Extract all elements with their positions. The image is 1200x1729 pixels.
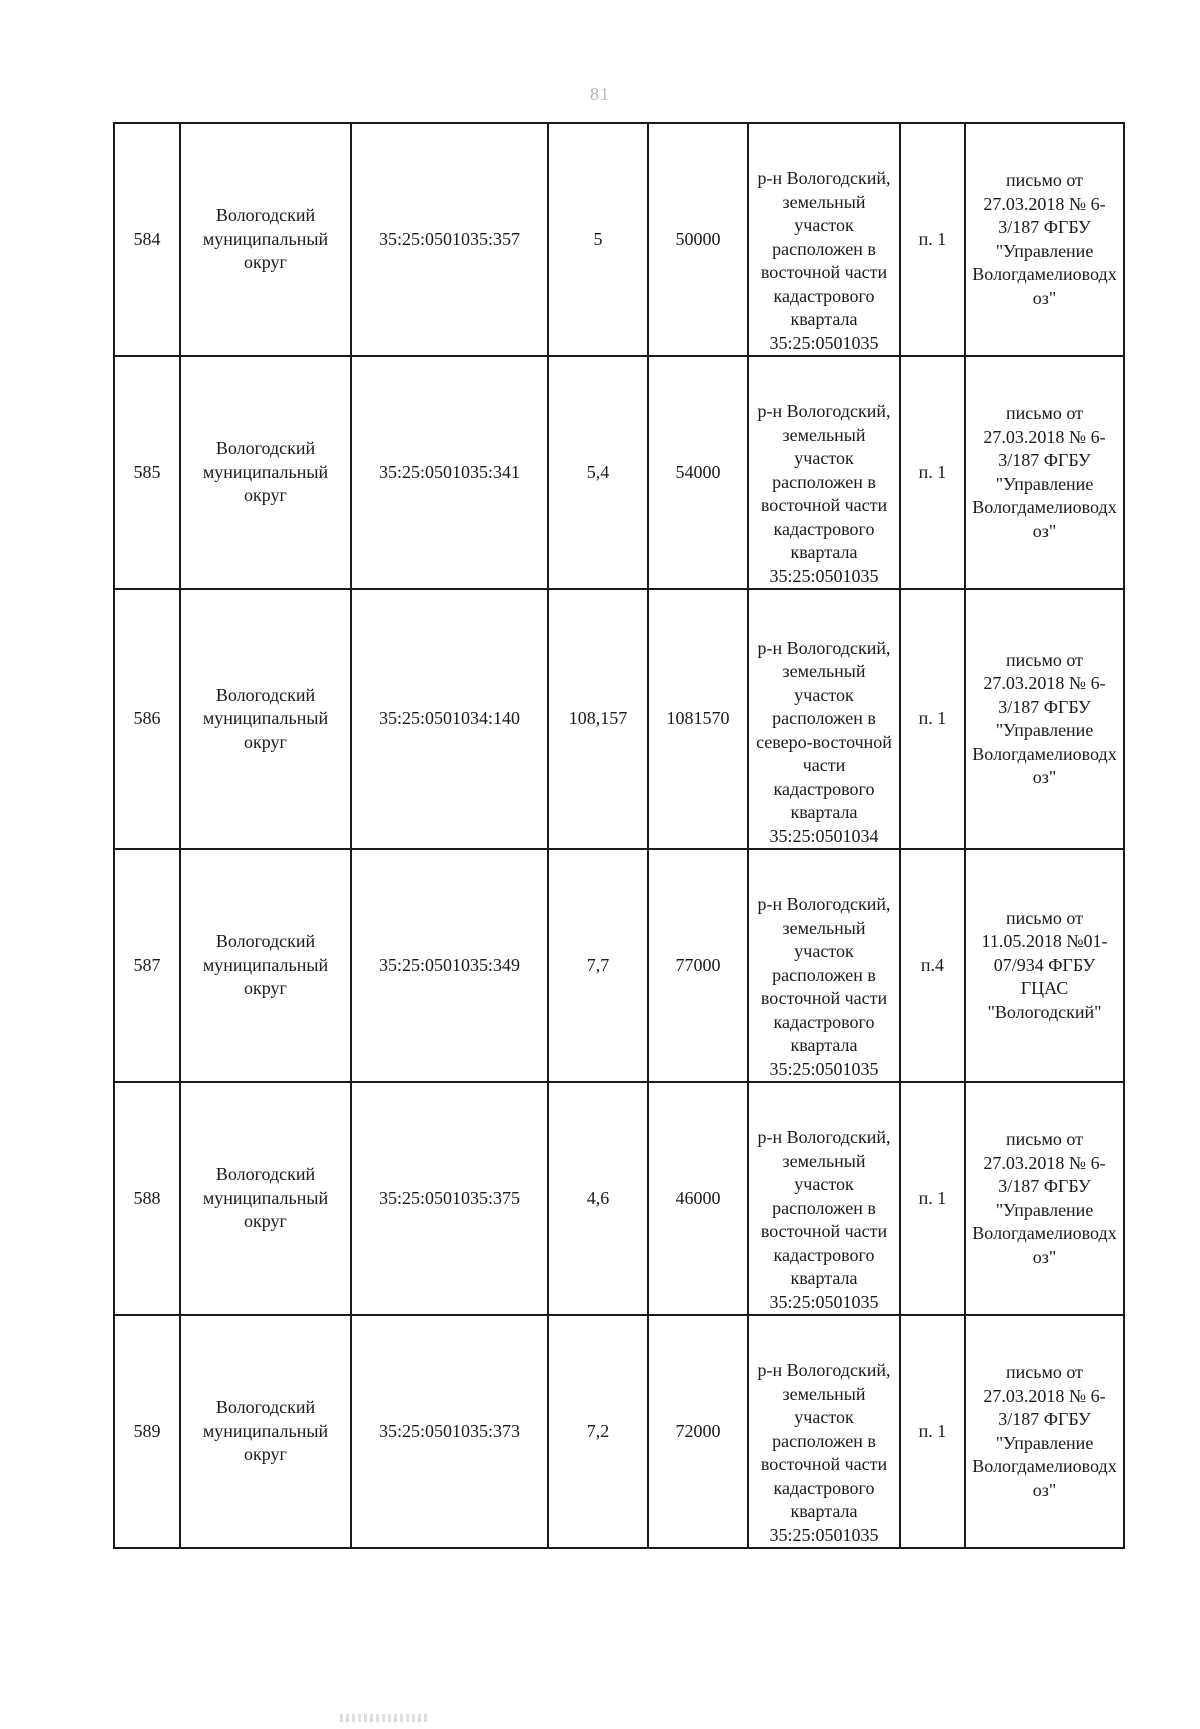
- basis-cell: письмо от 27.03.2018 № 6-3/187 ФГБУ "Управление Вологдамелиоводхоз": [965, 1082, 1124, 1315]
- cadastral-number-cell: 35:25:0501035:341: [351, 356, 548, 589]
- clause-cell: п. 1: [900, 1315, 965, 1548]
- cadastral-number-cell: 35:25:0501035:357: [351, 123, 548, 356]
- clause-cell: п. 1: [900, 356, 965, 589]
- cadastral-number-cell: 35:25:0501035:349: [351, 849, 548, 1082]
- area-m2-cell: 54000: [648, 356, 748, 589]
- location-cell: р-н Вологодский, земельный участок расположен в восточной части кадастрового квартала 35:25:0501035: [748, 1315, 900, 1548]
- clause-cell: п. 1: [900, 1082, 965, 1315]
- area-m2-cell: 46000: [648, 1082, 748, 1315]
- row-number: 587: [114, 849, 180, 1082]
- table-row: [114, 356, 1124, 589]
- basis-cell: письмо от 27.03.2018 № 6-3/187 ФГБУ "Управление Вологдамелиоводхоз": [965, 356, 1124, 589]
- location-cell: р-н Вологодский, земельный участок расположен в восточной части кадастрового квартала 35:25:0501035: [748, 849, 900, 1082]
- land-plots-table: [113, 122, 1125, 1549]
- area-ha-cell: 5,4: [548, 356, 648, 589]
- area-ha-cell: 108,157: [548, 589, 648, 849]
- area-ha-cell: 5: [548, 123, 648, 356]
- cadastral-number-cell: 35:25:0501034:140: [351, 589, 548, 849]
- basis-cell: письмо от 27.03.2018 № 6-3/187 ФГБУ "Управление Вологдамелиоводхоз": [965, 1315, 1124, 1548]
- area-ha-cell: 7,7: [548, 849, 648, 1082]
- location-cell: р-н Вологодский, земельный участок расположен в восточной части кадастрового квартала 35:25:0501035: [748, 123, 900, 356]
- location-cell: р-н Вологодский, земельный участок расположен в северо-восточной части кадастрового квартала 35:25:0501034: [748, 589, 900, 849]
- table-row: [114, 849, 1124, 1082]
- clause-cell: п.4: [900, 849, 965, 1082]
- district-cell: Вологодский муниципальный округ: [180, 1082, 351, 1315]
- area-m2-cell: 77000: [648, 849, 748, 1082]
- cadastral-number-cell: 35:25:0501035:375: [351, 1082, 548, 1315]
- clause-cell: п. 1: [900, 589, 965, 849]
- page-number: 81: [590, 84, 610, 104]
- location-cell: р-н Вологодский, земельный участок расположен в восточной части кадастрового квартала 35:25:0501035: [748, 1082, 900, 1315]
- table-row: [114, 1315, 1124, 1548]
- table-row: [114, 123, 1124, 356]
- area-ha-cell: 4,6: [548, 1082, 648, 1315]
- row-number: 585: [114, 356, 180, 589]
- district-cell: Вологодский муниципальный округ: [180, 849, 351, 1082]
- area-ha-cell: 7,2: [548, 1315, 648, 1548]
- district-cell: Вологодский муниципальный округ: [180, 589, 351, 849]
- basis-cell: письмо от 11.05.2018 №01-07/934 ФГБУ ГЦАС "Вологодский": [965, 849, 1124, 1082]
- district-cell: Вологодский муниципальный округ: [180, 123, 351, 356]
- location-cell: р-н Вологодский, земельный участок расположен в восточной части кадастрового квартала 35:25:0501035: [748, 356, 900, 589]
- row-number: 584: [114, 123, 180, 356]
- area-m2-cell: 72000: [648, 1315, 748, 1548]
- basis-cell: письмо от 27.03.2018 № 6-3/187 ФГБУ "Управление Вологдамелиоводхоз": [965, 589, 1124, 849]
- row-number: 586: [114, 589, 180, 849]
- scan-artifact: [340, 1714, 430, 1722]
- district-cell: Вологодский муниципальный округ: [180, 356, 351, 589]
- table-row: [114, 1082, 1124, 1315]
- row-number: 589: [114, 1315, 180, 1548]
- area-m2-cell: 1081570: [648, 589, 748, 849]
- basis-cell: письмо от 27.03.2018 № 6-3/187 ФГБУ "Управление Вологдамелиоводхоз": [965, 123, 1124, 356]
- clause-cell: п. 1: [900, 123, 965, 356]
- table-row: [114, 589, 1124, 849]
- district-cell: Вологодский муниципальный округ: [180, 1315, 351, 1548]
- cadastral-number-cell: 35:25:0501035:373: [351, 1315, 548, 1548]
- area-m2-cell: 50000: [648, 123, 748, 356]
- row-number: 588: [114, 1082, 180, 1315]
